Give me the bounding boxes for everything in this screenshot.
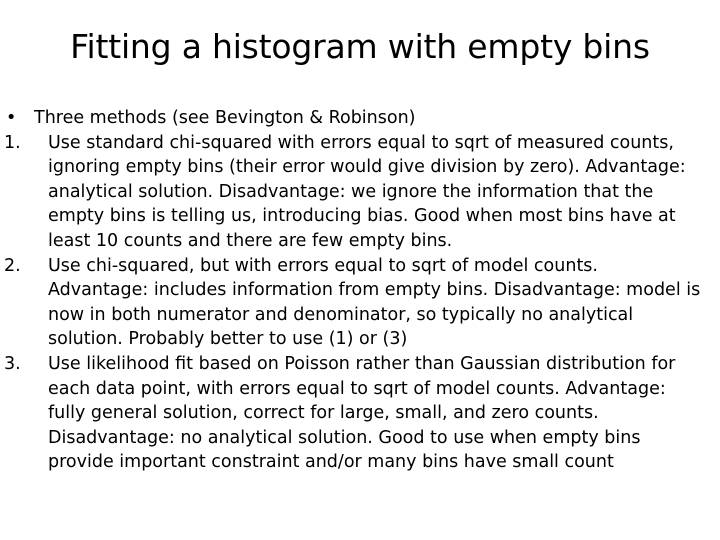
bullet-marker: • (6, 108, 17, 128)
slide-title: Fitting a histogram with empty bins (70, 27, 650, 66)
item-line: provide important constraint and/or many bins have small count (48, 452, 614, 473)
item-text (48, 131, 716, 254)
item-line: fully general solution, correct for large, small, and zero counts. (48, 403, 599, 424)
item-line: analytical solution. Disadvantage: we ignore the information that the (48, 181, 654, 202)
item-line: Use likelihood fit based on Poisson rather than Gaussian distribution for (48, 353, 676, 374)
item-line: ignoring empty bins (their error would give division by zero). Advantage: (48, 157, 686, 178)
item-line: Advantage: includes information from empty bins. Disadvantage: model is (48, 280, 701, 301)
method-item-2 (4, 254, 716, 352)
intro-text: Three methods (see Bevington & Robinson) (34, 108, 416, 128)
item-line: Use standard chi-squared with errors equal to sqrt of measured counts, (48, 132, 674, 153)
slide-body (4, 106, 716, 475)
item-line: each data point, with errors equal to sqrt of model counts. Advantage: (48, 378, 666, 399)
intro-bullet (4, 106, 716, 131)
item-number: 1. (4, 132, 21, 153)
method-item-3 (4, 352, 716, 475)
item-text (48, 352, 716, 475)
item-line: solution. Probably better to use (1) or (3) (48, 329, 408, 350)
method-item-1 (4, 131, 716, 254)
item-text (48, 254, 716, 352)
item-number: 2. (4, 255, 21, 276)
item-line: least 10 counts and there are few empty bins. (48, 230, 453, 251)
item-line: empty bins is telling us, introducing bias. Good when most bins have at (48, 206, 676, 227)
item-line: Use chi-squared, but with errors equal to sqrt of model counts. (48, 255, 598, 276)
item-number: 3. (4, 353, 21, 374)
item-line: now in both numerator and denominator, so typically no analytical (48, 304, 634, 325)
item-line: Disadvantage: no analytical solution. Good to use when empty bins (48, 427, 641, 448)
